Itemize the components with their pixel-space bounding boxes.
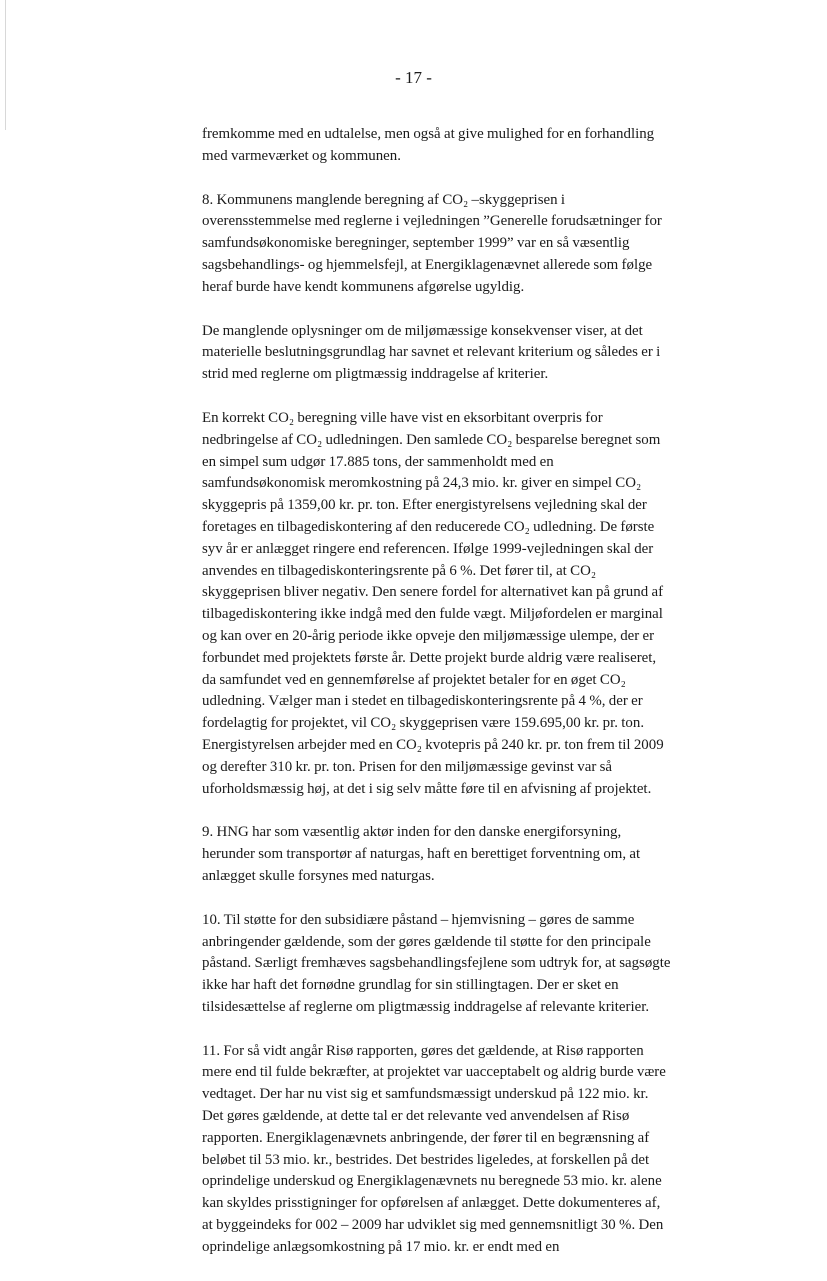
- text-line: anlægget skulle forsynes med naturgas.: [202, 867, 435, 884]
- text-line: herunder som transportør af naturgas, haft en berettiget forventning om, at: [202, 846, 641, 863]
- text-line: samfundsøkonomisk meromkostning på 24,3 mio. kr. giver en simpel CO₂: [202, 475, 642, 492]
- text-line: fremkomme med en udtalelse, men også at give mulighed for en forhandling: [202, 126, 655, 142]
- paragraph: [202, 190, 707, 299]
- text-line: 8. Kommunens manglende beregning af CO₂ –skyggeprisen i: [202, 191, 566, 208]
- text-line: anvendes en tilbagediskonteringsrente på 6 %. Det fører til, at CO₂: [202, 562, 597, 579]
- text-line: fordelagtig for projektet, vil CO₂ skyggeprisen være 159.695,00 kr. pr. ton.: [202, 715, 645, 732]
- text-line: tilsidesættelse af reglerne om pligtmæssig inddragelse af relevante kriterier.: [202, 998, 650, 1015]
- page-number: - 17 -: [395, 68, 432, 87]
- text-line: vedtaget. Der har nu vist sig et samfundsmæssigt underskud på 122 mio. kr.: [202, 1086, 649, 1103]
- text-line: syv år er anlægget ringere end referencen. Ifølge 1999-vejledningen skal der: [202, 540, 654, 557]
- text-line: nedbringelse af CO₂ udledningen. Den samlede CO₂ besparelse beregnet som: [202, 431, 661, 448]
- text-line: og derefter 310 kr. pr. ton. Prisen for den miljømæssige gevinst var så: [202, 758, 612, 775]
- text-line: strid med reglerne om pligtmæssig inddragelse af kriterier.: [202, 366, 549, 383]
- text-line: samfundsøkonomiske beregninger, september 1999” var en så væsentlig: [202, 235, 630, 252]
- text-line: oprindelige underskud og Energiklagenævnets nu beregnede 53 mio. kr. alene: [202, 1173, 662, 1190]
- text-line: 11. For så vidt angår Risø rapporten, gøres det gældende, at Risø rapporten: [202, 1042, 644, 1059]
- text-line: 10. Til støtte for den subsidiære påstand – hjemvisning – gøres de samme: [202, 911, 635, 928]
- text-line: beløbet til 53 mio. kr., bestrides. Det bestrides ligeledes, at forskellen på det: [202, 1151, 650, 1168]
- text-line: og kan over en 20-årig periode ikke opveje den miljømæssige ulempe, der er: [202, 627, 655, 644]
- text-line: forbundet med projektets første år. Dette projekt burde aldrig være realiseret,: [202, 649, 657, 666]
- text-line: materielle beslutningsgrundlag har savnet et relevant kriterium og således er i: [202, 344, 661, 361]
- text-line: skyggepris på 1359,00 kr. pr. ton. Efter energistyrelsens vejledning skal der: [202, 497, 647, 514]
- paragraph: [202, 822, 707, 887]
- text-line: rapporten. Energiklagenævnets anbringende, der fører til en begrænsning af: [202, 1129, 650, 1146]
- text-line: tilbagediskontering ikke indgå med den fulde vægt. Miljøfordelen er marginal: [202, 606, 663, 623]
- paragraph: [202, 124, 707, 168]
- text-line: da samfundet ved en gennemførelse af projektet betaler for en øget CO₂: [202, 671, 626, 688]
- paragraph: [202, 910, 707, 1019]
- document-body: [202, 124, 707, 1281]
- text-line: oprindelige anlægsomkostning på 17 mio. kr. er endt med en: [202, 1238, 560, 1255]
- text-line: En korrekt CO₂ beregning ville have vist en eksorbitant overpris for: [202, 409, 603, 426]
- text-line: ikke har haft det fornødne grundlag for sin stillingtagen. Der er sket en: [202, 977, 619, 994]
- text-line: udledning. Vælger man i stedet en tilbagediskonteringsrente på 4 %, der er: [202, 693, 643, 710]
- text-line: mere end til fulde bekræfter, at projektet var uacceptabelt og aldrig burde være: [202, 1064, 666, 1081]
- text-line: anbringender gældende, som der gøres gældende til støtte for den principale: [202, 933, 651, 950]
- text-line: påstand. Særligt fremhæves sagsbehandlingsfejlene som udtryk for, at sagsøgte: [202, 955, 671, 972]
- text-line: at byggeindeks for 002 – 2009 har udviklet sig med gennemsnitligt 30 %. Den: [202, 1217, 664, 1234]
- text-line: overensstemmelse med reglerne i vejledningen ”Generelle forudsætninger for: [202, 213, 662, 230]
- text-line: De manglende oplysninger om de miljømæssige konsekvenser viser, at det: [202, 322, 643, 339]
- text-line: uforholdsmæssig høj, at det i sig selv måtte føre til en afvisning af projektet.: [202, 780, 652, 797]
- paragraph: [202, 321, 707, 386]
- text-line: heraf burde have kendt kommunens afgørelse ugyldig.: [202, 278, 525, 295]
- paragraph: [202, 408, 707, 800]
- text-line: kan skyldes prisstigninger for opførelsen af anlægget. Dette dokumenteres af,: [202, 1195, 661, 1212]
- text-line: en simpel sum udgør 17.885 tons, der sammenholdt med en: [202, 453, 554, 470]
- text-line: foretages en tilbagediskontering af den reducerede CO₂ udledning. De første: [202, 518, 655, 535]
- text-line: Energistyrelsen arbejder med en CO₂ kvotepris på 240 kr. pr. ton frem til 2009: [202, 736, 664, 753]
- text-line: med varmeværket og kommunen.: [202, 147, 401, 164]
- scan-edge-line: [5, 0, 6, 130]
- text-line: Det gøres gældende, at dette tal er det relevante ved anvendelsen af Risø: [202, 1108, 630, 1125]
- paragraph: [202, 1041, 707, 1259]
- text-line: sagsbehandlings- og hjemmelsfejl, at Energiklagenævnet allerede som følge: [202, 256, 653, 273]
- text-line: skyggeprisen bliver negativ. Den senere fordel for alternativet kan på grund af: [202, 584, 664, 601]
- text-line: 9. HNG har som væsentlig aktør inden for den danske energiforsyning,: [202, 824, 622, 841]
